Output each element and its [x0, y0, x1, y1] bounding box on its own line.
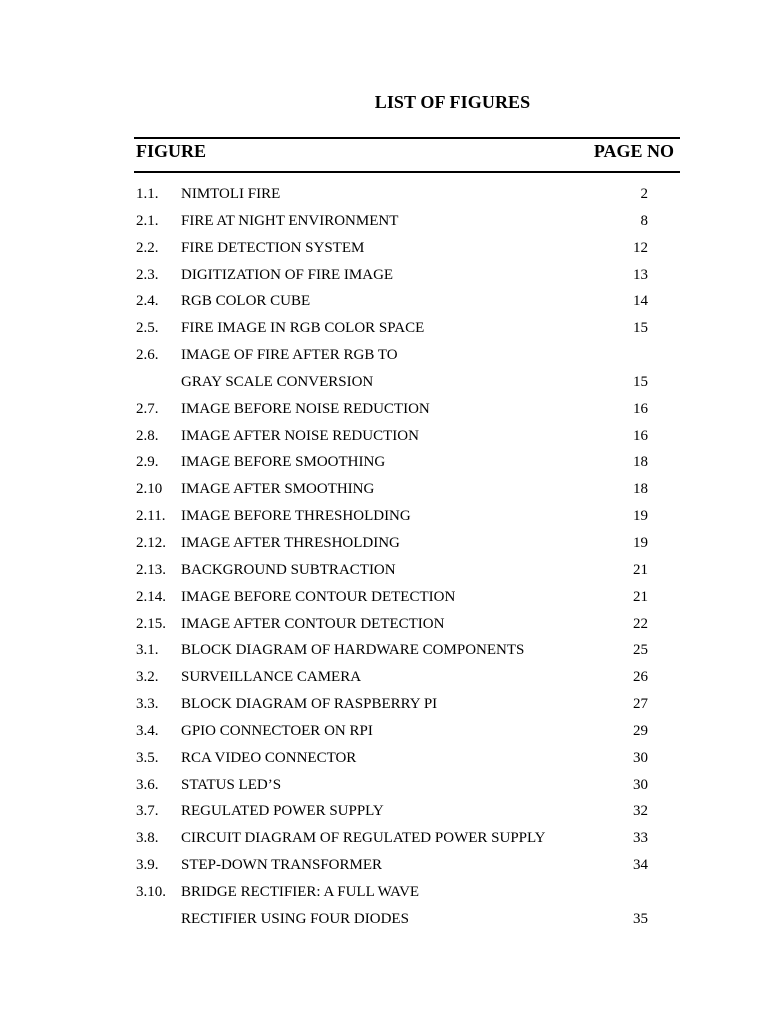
- figure-page-number: 18: [633, 481, 648, 498]
- figure-number: 3.1.: [136, 642, 159, 659]
- figure-number: 2.4.: [136, 293, 159, 310]
- list-item: [0, 479, 768, 506]
- figure-number: 3.10.: [136, 883, 166, 900]
- list-item: [0, 694, 768, 721]
- figure-page-number: 18: [633, 454, 648, 471]
- figure-page-number: 29: [633, 722, 648, 739]
- figure-page-number: 15: [633, 320, 648, 337]
- list-item: [0, 855, 768, 882]
- figure-title: IMAGE OF FIRE AFTER RGB TO: [181, 347, 398, 364]
- figure-number: 2.3.: [136, 266, 159, 283]
- figure-number: 3.2.: [136, 669, 159, 686]
- figure-title: RGB COLOR CUBE: [181, 293, 311, 310]
- page-title: LIST OF FIGURES: [374, 92, 531, 112]
- figure-number: 2.13.: [136, 561, 166, 578]
- figure-title: IMAGE AFTER NOISE REDUCTION: [181, 427, 419, 444]
- figure-title: CIRCUIT DIAGRAM OF REGULATED POWER SUPPLY: [181, 830, 546, 847]
- figure-number: 2.10: [136, 481, 163, 498]
- figure-number: 3.4.: [136, 722, 159, 739]
- list-item: [0, 426, 768, 453]
- figure-title: IMAGE BEFORE CONTOUR DETECTION: [181, 588, 456, 605]
- list-item: [0, 399, 768, 426]
- header-bottom-rule: [134, 171, 680, 173]
- list-item: [0, 801, 768, 828]
- figure-title: BACKGROUND SUBTRACTION: [181, 561, 396, 578]
- list-item: [0, 184, 768, 211]
- figure-number: 3.3.: [136, 696, 159, 713]
- figure-number: 3.7.: [136, 803, 159, 820]
- figure-page-number: 34: [633, 857, 648, 874]
- figure-page-number: 12: [633, 239, 648, 256]
- list-item: [0, 828, 768, 855]
- figure-list: [0, 184, 768, 936]
- figure-number: 3.6.: [136, 776, 159, 793]
- figure-title: NIMTOLI FIRE: [181, 186, 281, 202]
- list-item: [0, 721, 768, 748]
- figure-page-number: 19: [633, 534, 648, 551]
- list-item: [0, 452, 768, 479]
- list-item: [0, 291, 768, 318]
- figure-page-number: 22: [633, 615, 648, 632]
- header-top-rule: [134, 137, 680, 139]
- figure-number: 2.5.: [136, 320, 159, 337]
- figure-number: 2.11.: [136, 508, 166, 525]
- figure-page-number: 19: [633, 508, 648, 525]
- figure-number: 2.9.: [136, 454, 159, 471]
- figure-number: 3.8.: [136, 830, 159, 847]
- list-item: [0, 640, 768, 667]
- list-item: [0, 560, 768, 587]
- figure-page-number: 30: [633, 776, 648, 793]
- figure-number: 2.2.: [136, 239, 159, 256]
- figure-title: BLOCK DIAGRAM OF RASPBERRY PI: [181, 696, 438, 713]
- list-item: [0, 614, 768, 641]
- figure-number: 2.6.: [136, 347, 159, 364]
- list-item: [0, 882, 768, 909]
- list-item: [0, 909, 768, 936]
- figure-number: 2.1.: [136, 212, 159, 229]
- list-item: [0, 667, 768, 694]
- figure-page-number: 27: [633, 696, 648, 713]
- list-item: [0, 238, 768, 265]
- figure-title: GRAY SCALE CONVERSION: [181, 373, 374, 390]
- figure-page-number: 8: [640, 212, 648, 229]
- list-item: [0, 372, 768, 399]
- figure-title: IMAGE AFTER THRESHOLDING: [181, 534, 400, 551]
- figure-title: BLOCK DIAGRAM OF HARDWARE COMPONENTS: [181, 642, 525, 659]
- figure-title: GPIO CONNECTOER ON RPI: [181, 722, 373, 739]
- figure-number: 2.8.: [136, 427, 159, 444]
- figure-number: 2.12.: [136, 534, 166, 551]
- figure-number: 3.5.: [136, 749, 159, 766]
- list-item: [0, 345, 768, 372]
- figure-number: 2.7.: [136, 400, 159, 417]
- figure-page-number: 16: [633, 427, 648, 444]
- figure-title: FIRE IMAGE IN RGB COLOR SPACE: [181, 320, 425, 337]
- list-item: [0, 506, 768, 533]
- figure-title: IMAGE AFTER SMOOTHING: [181, 481, 375, 498]
- figure-page-number: 32: [633, 803, 648, 820]
- figure-title: RECTIFIER USING FOUR DIODES: [181, 910, 409, 927]
- figure-page-number: 21: [633, 561, 648, 578]
- figure-title: BRIDGE RECTIFIER: A FULL WAVE: [181, 883, 420, 900]
- figure-page-number: 35: [633, 910, 648, 927]
- figure-title: IMAGE BEFORE NOISE REDUCTION: [181, 400, 430, 417]
- figure-title: IMAGE BEFORE THRESHOLDING: [181, 508, 411, 525]
- figure-title: FIRE AT NIGHT ENVIRONMENT: [181, 212, 399, 229]
- column-header-figure: FIGURE: [136, 141, 207, 161]
- list-item: [0, 748, 768, 775]
- figure-title: REGULATED POWER SUPPLY: [181, 803, 384, 820]
- figure-page-number: 33: [633, 830, 648, 847]
- list-item: [0, 265, 768, 292]
- figure-page-number: 15: [633, 373, 648, 390]
- list-item: [0, 318, 768, 345]
- figure-number: 3.9.: [136, 857, 159, 874]
- figure-page-number: 2: [640, 186, 648, 202]
- figure-page-number: 21: [633, 588, 648, 605]
- figure-title: IMAGE AFTER CONTOUR DETECTION: [181, 615, 445, 632]
- figure-page-number: 26: [633, 669, 648, 686]
- figure-title: FIRE DETECTION SYSTEM: [181, 239, 365, 256]
- figure-number: 1.1.: [136, 186, 159, 202]
- figure-page-number: 16: [633, 400, 648, 417]
- list-item: [0, 587, 768, 614]
- figure-title: STATUS LED’S: [181, 776, 282, 793]
- column-header-page-no: PAGE NO: [593, 141, 674, 161]
- figure-number: 2.14.: [136, 588, 166, 605]
- figure-title: STEP-DOWN TRANSFORMER: [181, 857, 382, 874]
- figure-title: SURVEILLANCE CAMERA: [181, 669, 362, 686]
- figure-title: IMAGE BEFORE SMOOTHING: [181, 454, 386, 471]
- figure-title: RCA VIDEO CONNECTOR: [181, 749, 357, 766]
- figure-title: DIGITIZATION OF FIRE IMAGE: [181, 266, 394, 283]
- figure-page-number: 30: [633, 749, 648, 766]
- figure-page-number: 25: [633, 642, 648, 659]
- figure-page-number: 14: [633, 293, 648, 310]
- figure-page-number: 13: [633, 266, 648, 283]
- list-item: [0, 211, 768, 238]
- list-item: [0, 775, 768, 802]
- figure-number: 2.15.: [136, 615, 166, 632]
- list-item: [0, 533, 768, 560]
